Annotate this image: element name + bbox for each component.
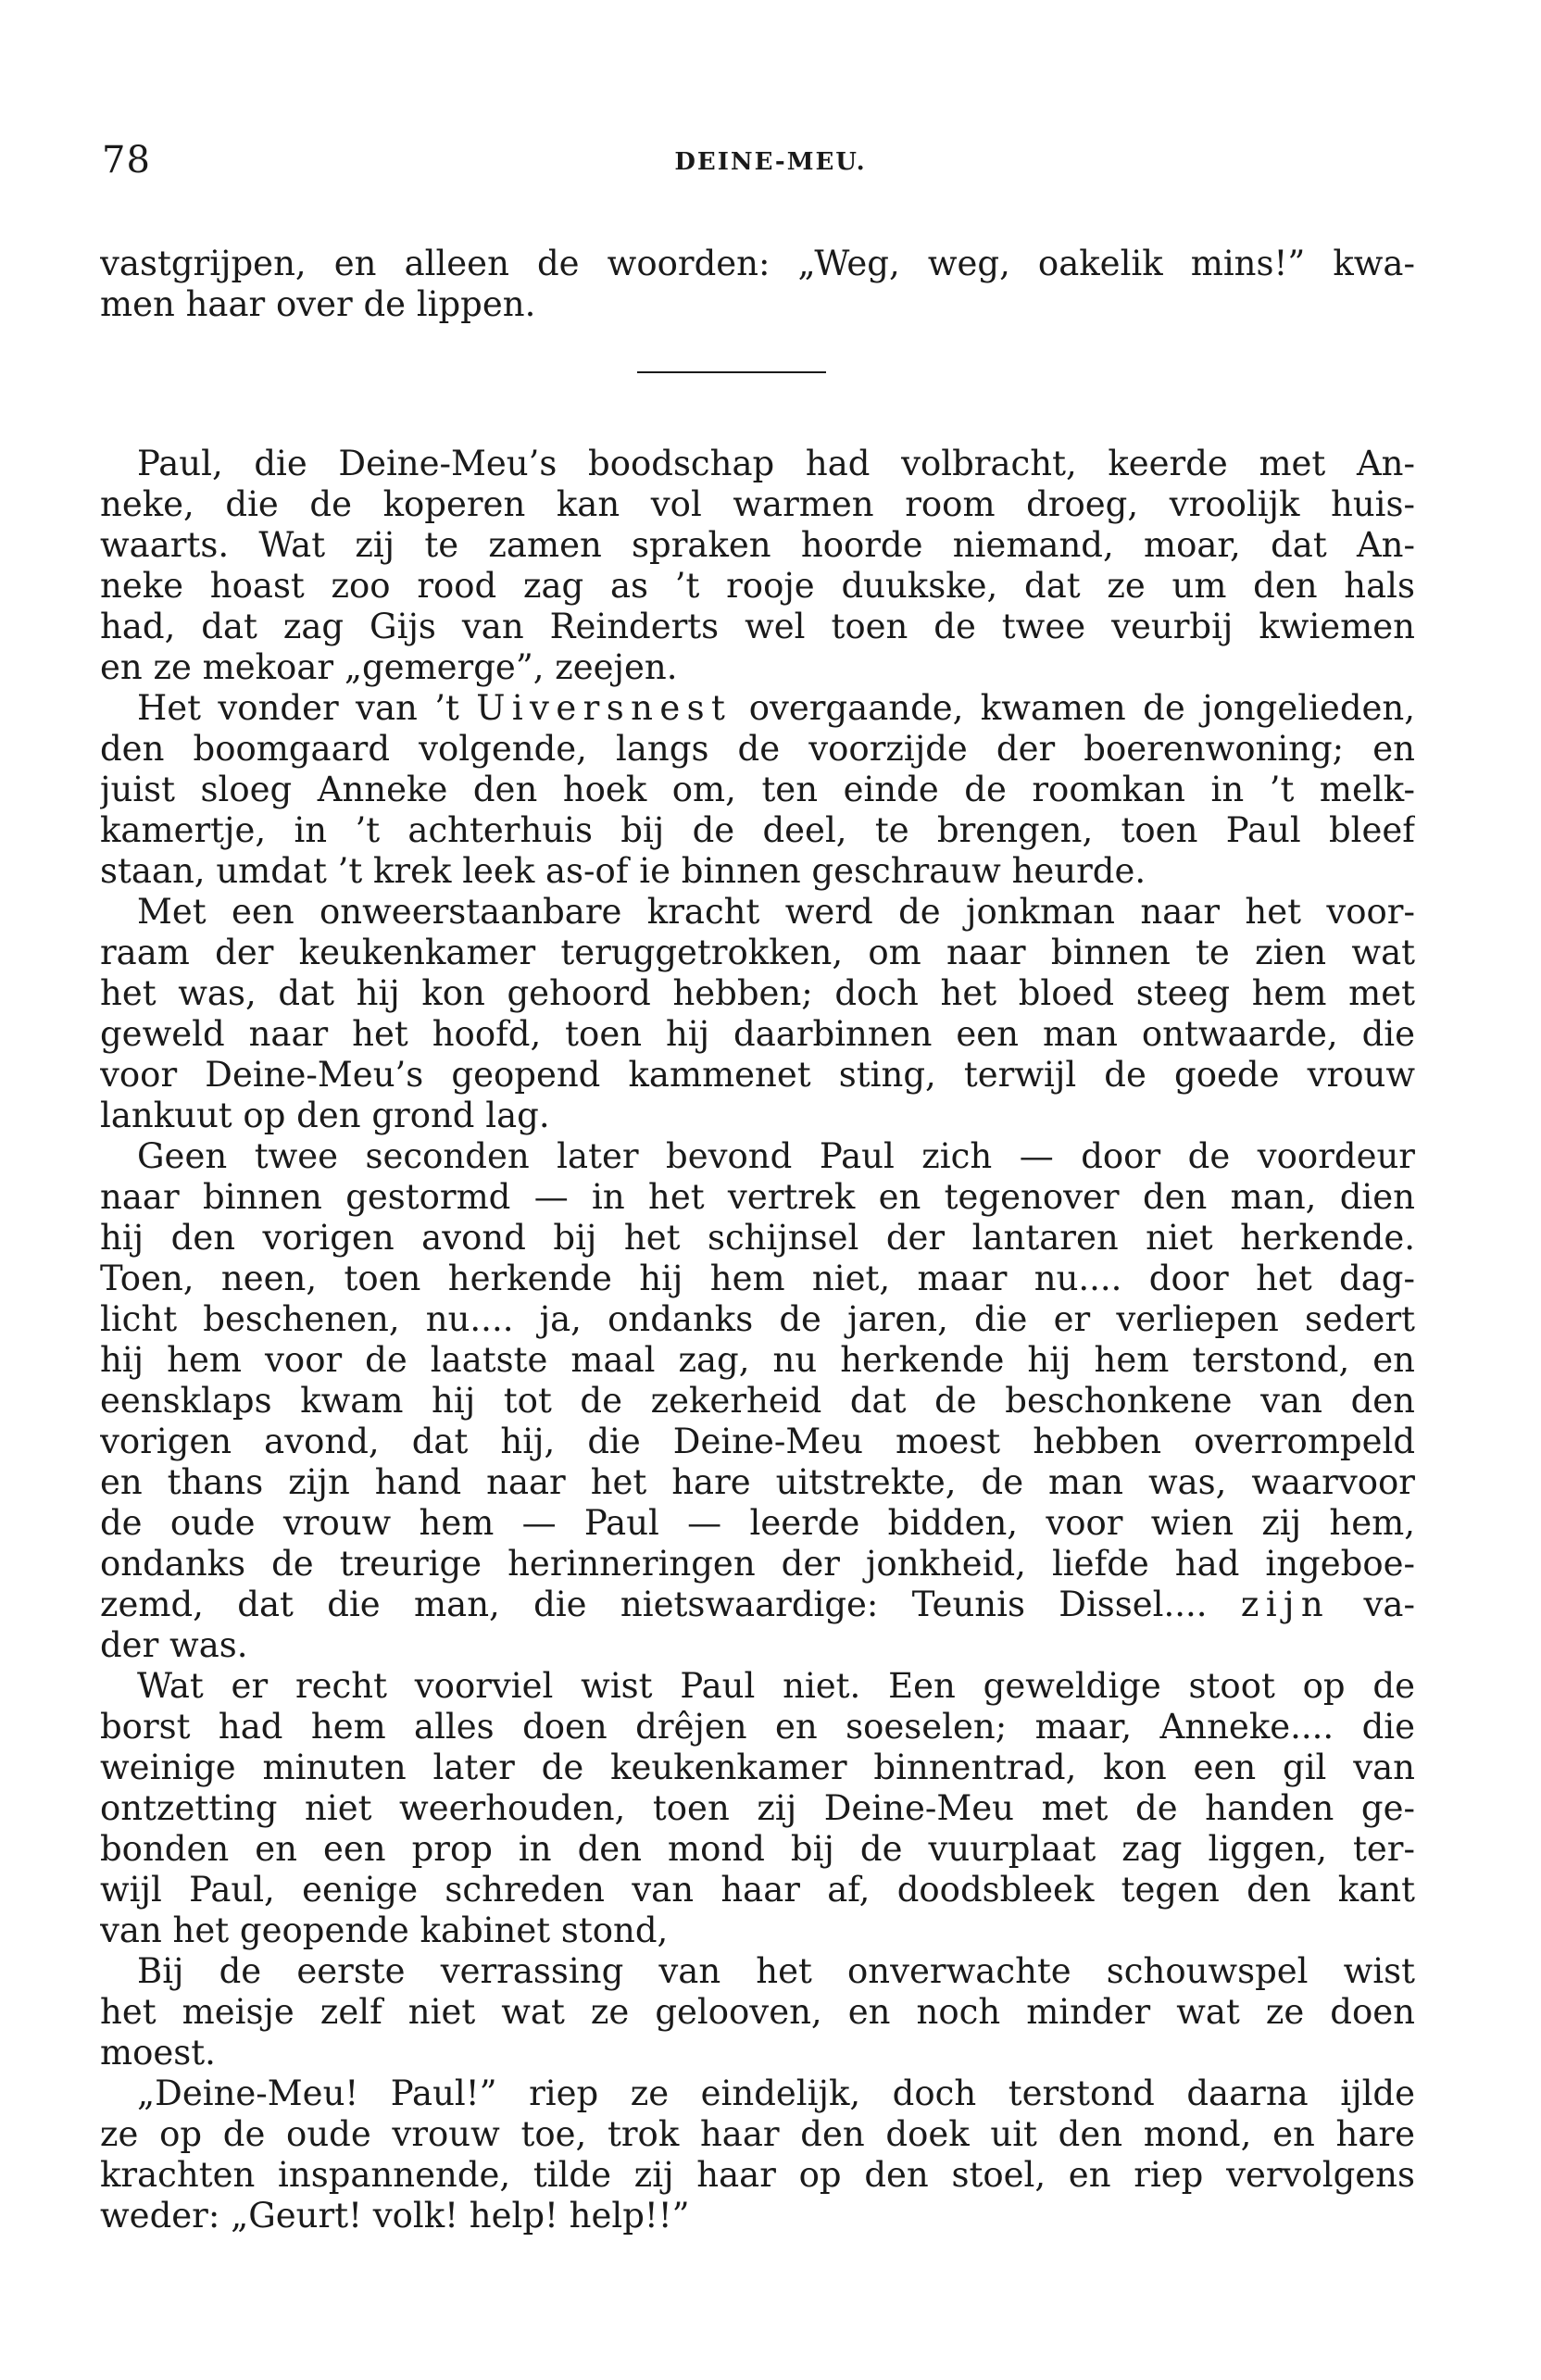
text-line: „Deine-Meu! Paul!” riep ze eindelijk, doch terstond daarna ijlde (137, 2073, 1415, 2113)
text-line: lankuut op den grond lag. (100, 1096, 550, 1135)
text-line: ontzetting niet weerhouden, toen zij Deine-Meu met de handen ge- (100, 1788, 1415, 1828)
text-line: vorigen avond, dat hij, die Deine-Meu moest hebben overrompeld (100, 1422, 1415, 1461)
text-line: krachten inspannende, tilde zij haar op den stoel, en riep vervolgens (100, 2155, 1415, 2195)
text-segment: Het vonder van ’t (137, 688, 459, 728)
text-line: der was. (100, 1625, 248, 1665)
text-line: weinige minuten later de keukenkamer binnentrad, kon een gil van (100, 1747, 1415, 1787)
text-line: naar binnen gestormd — in het vertrek en tegenover den man, dien (100, 1177, 1415, 1217)
text-line: ze op de oude vrouw toe, trok haar den doek uit den mond, en hare (100, 2114, 1415, 2154)
text-segment: zemd, dat die man, die nietswaardige: Teunis Dissel.... (100, 1585, 1208, 1624)
text-line: juist sloeg Anneke den hoek om, ten einde de roomkan in ’t melk- (100, 770, 1415, 809)
page-number: 78 (102, 139, 151, 182)
text-segment: va- (1363, 1585, 1415, 1624)
text-line: het meisje zelf niet wat ze gelooven, en noch minder wat ze doen (100, 1992, 1415, 2032)
text-line: de oude vrouw hem — Paul — leerde bidden, voor wien zij hem, (100, 1503, 1415, 1543)
text-line (137, 688, 1415, 729)
emphasized-word: zijn (1240, 1585, 1331, 1624)
running-title: DEINE-MEU. (674, 148, 867, 176)
text-line: borst had hem alles doen drêjen en soeselen; maar, Anneke.... die (100, 1707, 1415, 1747)
section-divider (637, 371, 826, 373)
text-line: Geen twee seconden later bevond Paul zich — door de voordeur (137, 1136, 1415, 1176)
text-line: neke, die de koperen kan vol warmen room droeg, vroolijk huis- (100, 484, 1415, 524)
text-line (100, 1585, 1415, 1625)
text-line: hij den vorigen avond bij het schijnsel der lantaren niet herkende. (100, 1218, 1415, 1258)
text-line: geweld naar het hoofd, toen hij daarbinnen een man ontwaarde, die (100, 1014, 1415, 1054)
text-line: bonden en een prop in den mond bij de vuurplaat zag liggen, ter- (100, 1829, 1415, 1869)
text-line: licht beschenen, nu.... ja, ondanks de jaren, die er verliepen sedert (100, 1299, 1415, 1339)
text-line: Wat er recht voorviel wist Paul niet. Een geweldige stoot op de (137, 1666, 1415, 1706)
text-line: Met een onweerstaanbare kracht werd de jonkman naar het voor- (137, 892, 1415, 932)
text-line: van het geopende kabinet stond, (100, 1910, 669, 1950)
text-line: Bij de eerste verrassing van het onverwachte schouwspel wist (137, 1951, 1415, 1991)
text-line: neke hoast zoo rood zag as ’t rooje duukske, dat ze um den hals (100, 566, 1415, 606)
text-line: weder: „Geurt! volk! help! help!!” (100, 2196, 690, 2236)
text-line: voor Deine-Meu’s geopend kammenet sting, terwijl de goede vrouw (100, 1055, 1415, 1095)
text-line: moest. (100, 2033, 216, 2073)
text-line: en thans zijn hand naar het hare uitstrekte, de man was, waarvoor (100, 1462, 1415, 1502)
emphasized-word: Uiversnest (476, 688, 733, 728)
text-line: staan, umdat ’t krek leek as-of ie binnen geschrauw heurde. (100, 851, 1146, 891)
text-line: waarts. Wat zij te zamen spraken hoorde niemand, moar, dat An- (100, 525, 1415, 565)
text-line: men haar over de lippen. (100, 284, 536, 324)
text-segment: overgaande, kwamen de jongelieden, (748, 688, 1415, 728)
text-line: Toen, neen, toen herkende hij hem niet, maar nu.... door het dag- (100, 1259, 1415, 1298)
text-line: ondanks de treurige herinneringen der jonkheid, liefde had ingeboe- (100, 1544, 1415, 1584)
text-line: kamertje, in ’t achterhuis bij de deel, te brengen, toen Paul bleef (100, 810, 1415, 850)
text-line: wijl Paul, eenige schreden van haar af, doodsbleek tegen den kant (100, 1870, 1415, 1910)
text-line: den boomgaard volgende, langs de voorzijde der boerenwoning; en (100, 729, 1415, 769)
text-line: Paul, die Deine-Meu’s boodschap had volbracht, keerde met An- (137, 444, 1415, 483)
text-line: en ze mekoar „gemerge”, zeejen. (100, 647, 678, 687)
text-line: eensklaps kwam hij tot de zekerheid dat de beschonkene van den (100, 1381, 1415, 1421)
text-line: had, dat zag Gijs van Reinderts wel toen de twee veurbij kwiemen (100, 607, 1415, 646)
text-line: vastgrijpen, en alleen de woorden: „Weg, weg, oakelik mins!” kwa- (100, 244, 1415, 283)
text-line: raam der keukenkamer teruggetrokken, om naar binnen te zien wat (100, 933, 1415, 972)
text-line: hij hem voor de laatste maal zag, nu herkende hij hem terstond, en (100, 1340, 1415, 1380)
text-line: het was, dat hij kon gehoord hebben; doch het bloed steeg hem met (100, 973, 1415, 1013)
